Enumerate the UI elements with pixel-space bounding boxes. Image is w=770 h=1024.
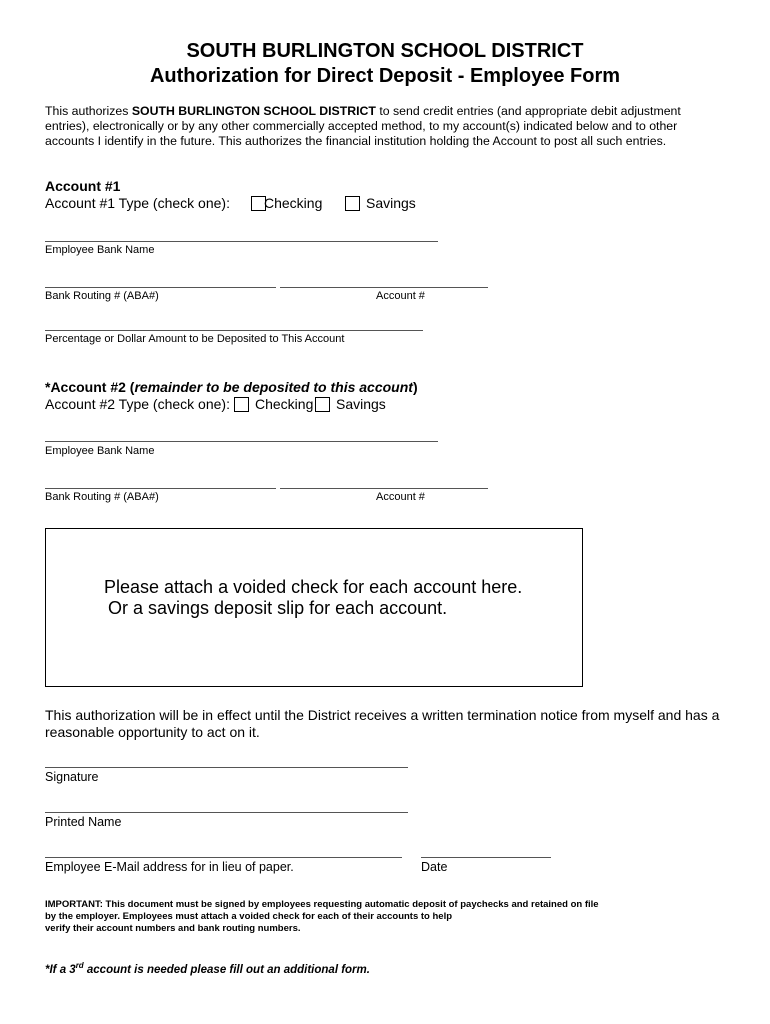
- account1-amount-label: Percentage or Dollar Amount to be Deposited to This Account: [45, 333, 345, 345]
- account2-checking-checkbox[interactable]: [234, 397, 249, 412]
- printed-name-field[interactable]: [45, 812, 408, 813]
- intro-part1: This authorizes: [45, 104, 132, 118]
- account1-savings-label: Savings: [366, 195, 416, 211]
- important-note: [45, 899, 599, 935]
- account2-savings-checkbox[interactable]: [315, 397, 330, 412]
- intro-paragraph: [45, 104, 725, 149]
- third-account-footnote: [45, 961, 370, 976]
- signature-field[interactable]: [45, 767, 408, 768]
- footnote-suffix: account is needed please fill out an additional form.: [83, 963, 370, 976]
- account2-heading-italic: remainder to be deposited to this account: [134, 379, 413, 395]
- date-field[interactable]: [421, 857, 551, 858]
- account1-bank-name-field[interactable]: [45, 241, 438, 242]
- account1-account-label: Account #: [376, 290, 425, 302]
- account2-routing-field[interactable]: [45, 488, 276, 489]
- intro-part2: to send credit entries (and appropriate debit adjustment entries), electronically or by any other commercially accepted method, to my account(s) indicated below and to other accounts I identify in the future. This authorizes the financial institution holding the Account to post all such entries.: [45, 104, 681, 148]
- account2-account-field[interactable]: [280, 488, 488, 489]
- intro-district-bold: SOUTH BURLINGTON SCHOOL DISTRICT: [131, 104, 376, 118]
- account2-bank-name-field[interactable]: [45, 441, 438, 442]
- account1-savings-checkbox[interactable]: [345, 196, 360, 211]
- email-field[interactable]: [45, 857, 402, 858]
- district-title: SOUTH BURLINGTON SCHOOL DISTRICT: [186, 40, 584, 62]
- printed-name-label: Printed Name: [45, 815, 122, 829]
- footnote-prefix: *If a 3: [45, 963, 76, 976]
- account2-checking-label: Checking: [255, 396, 314, 412]
- authorization-line1: This authorization will be in effect until the District receives a written termination notice from myself and has a: [45, 707, 720, 723]
- authorization-line2: reasonable opportunity to act on it.: [45, 724, 260, 740]
- date-label: Date: [421, 860, 448, 874]
- account2-heading: [45, 379, 418, 395]
- account2-account-label: Account #: [376, 491, 425, 503]
- email-label: Employee E-Mail address for in lieu of paper.: [45, 860, 294, 874]
- account1-account-field[interactable]: [280, 287, 488, 288]
- important-line3: verify their account numbers and bank routing numbers.: [45, 923, 301, 934]
- account1-bank-name-label: Employee Bank Name: [45, 244, 155, 256]
- account1-amount-field[interactable]: [45, 330, 423, 331]
- attach-box-line2: Or a savings deposit slip for each account.: [108, 598, 448, 618]
- form-title: Authorization for Direct Deposit - Employee Form: [149, 65, 621, 87]
- account2-type-label: Account #2 Type (check one):: [45, 396, 230, 412]
- account2-heading-prefix: *Account #2 (: [45, 379, 135, 395]
- account1-heading: Account #1: [45, 178, 121, 194]
- attach-box-line1: Please attach a voided check for each account here.: [104, 577, 523, 597]
- footnote-sup: rd: [75, 961, 84, 970]
- account1-type-label: Account #1 Type (check one):: [45, 195, 230, 211]
- important-line1: IMPORTANT: This document must be signed by employees requesting automatic deposit of paychecks and retained on file: [45, 899, 599, 910]
- signature-label: Signature: [45, 770, 99, 784]
- account2-bank-name-label: Employee Bank Name: [45, 445, 155, 457]
- account2-routing-label: Bank Routing # (ABA#): [45, 491, 159, 503]
- account2-heading-suffix: ): [412, 379, 418, 395]
- account2-savings-label: Savings: [336, 396, 386, 412]
- account1-checking-label: Checking: [264, 195, 323, 211]
- account1-routing-field[interactable]: [45, 287, 276, 288]
- account1-routing-label: Bank Routing # (ABA#): [45, 290, 159, 302]
- important-line2: by the employer. Employees must attach a voided check for each of their accounts to help: [45, 911, 453, 922]
